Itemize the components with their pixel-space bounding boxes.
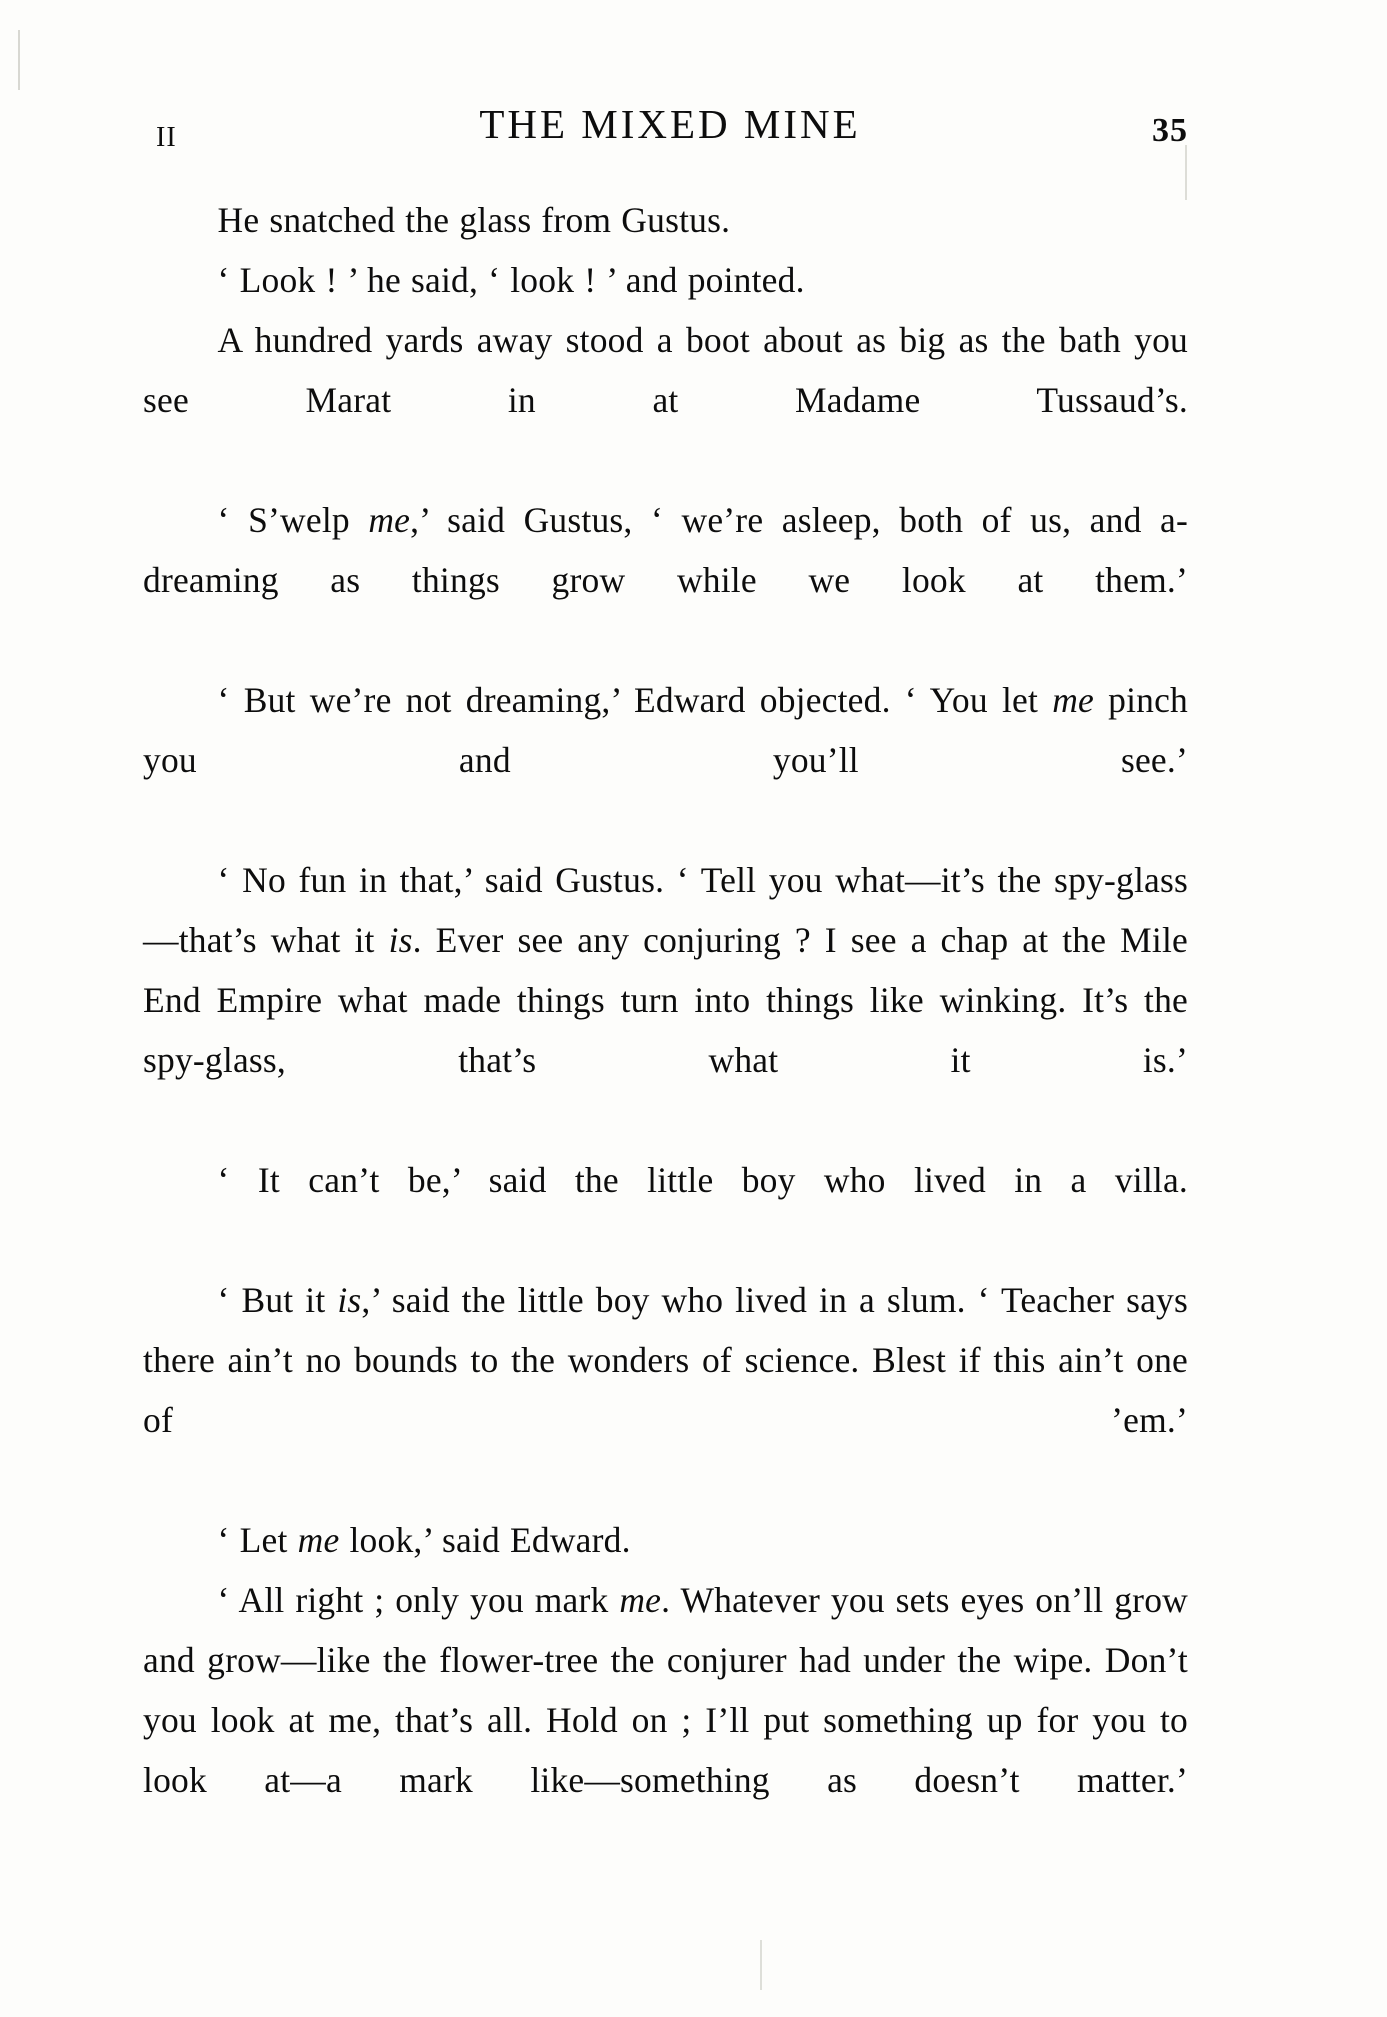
paragraph: ‘ No fun in that,’ said Gustus. ‘ Tell you what—it’s the spy-glass—that’s what it is. Ever see any conjuring ? I see a chap at the Mile End Empire what made things turn into things like winking. It’s the spy-glass, that’s what it is.’ — [143, 860, 1189, 1080]
scan-edge-mark-bottom — [760, 1940, 762, 1990]
paragraph: ‘ But it is,’ said the little boy who lived in a slum. ‘ Teacher says there ain’t no bounds to the wonders of science. Blest if this ain’t one of ’em.’ — [143, 1280, 1188, 1440]
paragraph: ‘ But we’re not dreaming,’ Edward objected. ‘ You let me pinch you and you’ll see.’ — [143, 680, 1188, 780]
chapter-number: II — [156, 122, 177, 153]
paragraph: ‘ All right ; only you mark me. Whatever you sets eyes on’ll grow and grow—like the flower-tree the conjurer had under the wipe. Don’t you look at me, that’s all. Hold on ; I’ll put something up for you to look at—a mark like—something as doesn’t matter.’ — [143, 1580, 1188, 1800]
running-head — [140, 100, 1200, 160]
paragraph: ‘ It can’t be,’ said the little boy who lived in a villa. — [217, 1160, 1188, 1200]
page-title: THE MIXED MINE — [479, 101, 861, 147]
paragraph: ‘ Look ! ’ he said, ‘ look ! ’ and pointed. — [217, 260, 805, 300]
paragraph: ‘ S’welp me,’ said Gustus, ‘ we’re asleep, both of us, and a-dreaming as things grow while we look at them.’ — [143, 500, 1188, 600]
paragraph: He snatched the glass from Gustus. — [217, 200, 731, 240]
page-number: 35 — [1152, 112, 1188, 149]
scan-edge-mark-left — [18, 30, 20, 90]
page-body — [143, 190, 1188, 1870]
paragraph: ‘ Let me look,’ said Edward. — [217, 1520, 631, 1560]
paragraph: A hundred yards away stood a boot about as big as the bath you see Marat in at Madame Tussaud’s. — [143, 320, 1188, 420]
